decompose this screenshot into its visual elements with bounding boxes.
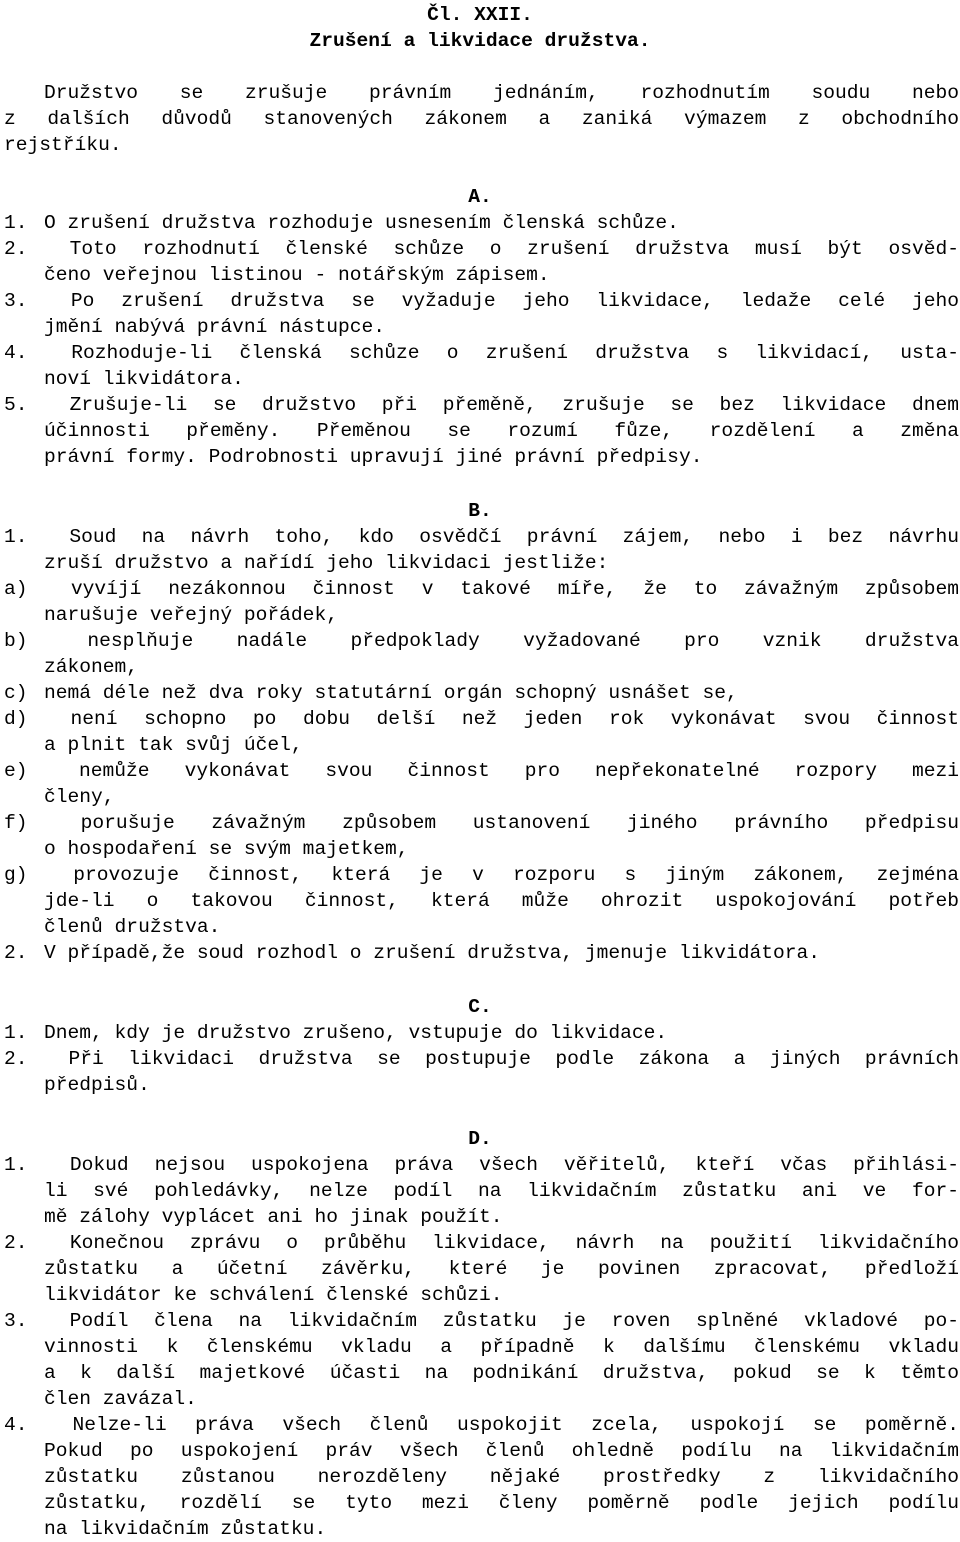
item-text: předpisů. [44,1074,150,1096]
sub-item [4,680,959,706]
item-text: Rozhoduje-li členská schůze o zrušení družstva s likvidací, usta- [71,342,959,364]
item-text: a plnit tak svůj účel, [44,734,303,756]
sub-item-label: e) [4,760,28,782]
item-text: Podíl člena na likvidačním zůstatku je roven splněné vkladové po- [69,1310,959,1332]
item-text: Soud na návrh toho, kdo osvědčí právní zájem, nebo i bez návrhu [69,526,959,548]
item-number: 5. [4,394,28,416]
item-text: zůstatku zůstanou nerozděleny nějaké prostředky z likvidačního [44,1466,959,1488]
section-heading-b: B. [468,500,492,522]
item-text: mě zálohy vyplácet ani ho jinak použít. [44,1206,503,1228]
intro-line: Družstvo se zrušuje právním jednáním, rozhodnutím soudu nebo [44,82,959,104]
item-number: 2. [4,238,28,260]
article-number: Čl. XXII. [427,4,533,26]
item-text: jde-li o takovou činnost, která může ohrozit uspokojování potřeb [44,890,959,912]
sub-item-label: f) [4,812,28,834]
item-text: právní formy. Podrobnosti upravují jiné právní předpisy. [44,446,703,468]
item-text: členy, [44,786,115,808]
list-item [4,1046,959,1072]
sub-item-label: c) [4,682,28,704]
item-text: a k další majetkové účasti na podnikání družstva, pokud se k těmto [44,1362,959,1384]
item-text: Konečnou zprávu o průběhu likvidace, návrh na použití likvidačního [69,1232,959,1254]
item-text: zůstatku, rozdělí se tyto mezi členy poměrně podle jejich podílu [44,1492,959,1514]
item-number: 1. [4,1022,28,1044]
item-text: Pokud po uspokojení práv všech členů ohledně podílu na likvidačním [44,1440,959,1462]
sub-item [4,758,959,784]
item-text: na likvidačním zůstatku. [44,1518,327,1540]
list-item [4,524,959,550]
item-number: 2. [4,1048,28,1070]
section-heading-c: C. [468,996,492,1018]
item-number: 2. [4,1232,28,1254]
item-text: porušuje závažným způsobem ustanovení jiného právního předpisu [80,812,959,834]
list-item [4,940,959,966]
sub-item [4,576,959,602]
item-text: zruší družstvo a nařídí jeho likvidaci jestliže: [44,552,609,574]
item-number: 3. [4,1310,28,1332]
intro-line: z dalších důvodů stanovených zákonem a zaniká výmazem z obchodního [4,108,959,130]
list-item [4,210,959,236]
section-heading-d: D. [468,1128,492,1150]
list-item [4,236,959,262]
item-text: Zrušuje-li se družstvo při přeměně, zrušuje se bez likvidace dnem [69,394,959,416]
item-text: členů družstva. [44,916,221,938]
item-text: nemůže vykonávat svou činnost pro nepřekonatelné rozpory mezi [79,760,959,782]
item-text: Při likvidaci družstva se postupuje podle zákona a jiných právních [68,1048,959,1070]
list-item [4,288,959,314]
list-item [4,1230,959,1256]
item-text: člen zavázal. [44,1388,197,1410]
sub-item [4,706,959,732]
item-text: nemá déle než dva roky statutární orgán schopný usnášet se, [44,682,738,704]
item-text: vinnosti k členskému vkladu a případně k dalšímu členskému vkladu [44,1336,959,1358]
item-text: čeno veřejnou listinou - notářským zápisem. [44,264,550,286]
item-text: není schopno po dobu delší než jeden rok vykonávat svou činnost [70,708,959,730]
item-text: účinnosti přeměny. Přeměnou se rozumí fůze, rozdělení a změna [44,420,959,442]
list-item [4,1152,959,1178]
item-text: Dokud nejsou uspokojena práva všech věřitelů, kteří včas přihlási- [69,1154,959,1176]
list-item [4,340,959,366]
item-text: vyvíjí nezákonnou činnost v takové míře, že to závažným způsobem [70,578,959,600]
list-item [4,1020,959,1046]
intro-line: rejstříku. [4,134,122,156]
item-text: V případě,že soud rozhodl o zrušení družstva, jmenuje likvidátora. [44,942,821,964]
item-text: Nelze-li práva všech členů uspokojit zcela, uspokojí se poměrně. [72,1414,959,1436]
item-text: Po zrušení družstva se vyžaduje jeho likvidace, ledaže celé jeho [70,290,959,312]
section-heading-a: A. [468,186,492,208]
item-number: 1. [4,212,28,234]
item-text: Toto rozhodnutí členské schůze o zrušení družstva musí být osvěd- [69,238,959,260]
item-number: 2. [4,942,28,964]
item-number: 1. [4,1154,28,1176]
sub-item [4,862,959,888]
item-text: nesplňuje nadále předpoklady vyžadované pro vznik družstva [87,630,959,652]
item-number: 4. [4,1414,28,1436]
item-number: 1. [4,526,28,548]
item-text: likvidátor ke schválení členské schůzi. [44,1284,503,1306]
sub-item-label: g) [4,864,28,886]
list-item [4,1308,959,1334]
item-number: 3. [4,290,28,312]
sub-item [4,628,959,654]
item-text: o hospodaření se svým majetkem, [44,838,409,860]
item-text: li své pohledávky, nelze podíl na likvidačním zůstatku ani ve for- [44,1180,959,1202]
item-text: zákonem, [44,656,139,678]
item-text: provozuje činnost, která je v rozporu s jiným zákonem, zejména [73,864,959,886]
sub-item-label: d) [4,708,28,730]
item-text: zůstatku a účetní závěrku, které je povinen zpracovat, předloží [44,1258,959,1280]
item-text: narušuje veřejný pořádek, [44,604,338,626]
item-text: jmění nabývá právní nástupce. [44,316,385,338]
item-text: Dnem, kdy je družstvo zrušeno, vstupuje do likvidace. [44,1022,668,1044]
list-item [4,1412,959,1438]
item-text: noví likvidátora. [44,368,244,390]
article-title: Zrušení a likvidace družstva. [309,30,651,52]
sub-item-label: a) [4,578,28,600]
list-item [4,392,959,418]
item-number: 4. [4,342,28,364]
sub-item-label: b) [4,630,28,652]
sub-item [4,810,959,836]
item-text: O zrušení družstva rozhoduje usnesením členská schůze. [44,212,679,234]
